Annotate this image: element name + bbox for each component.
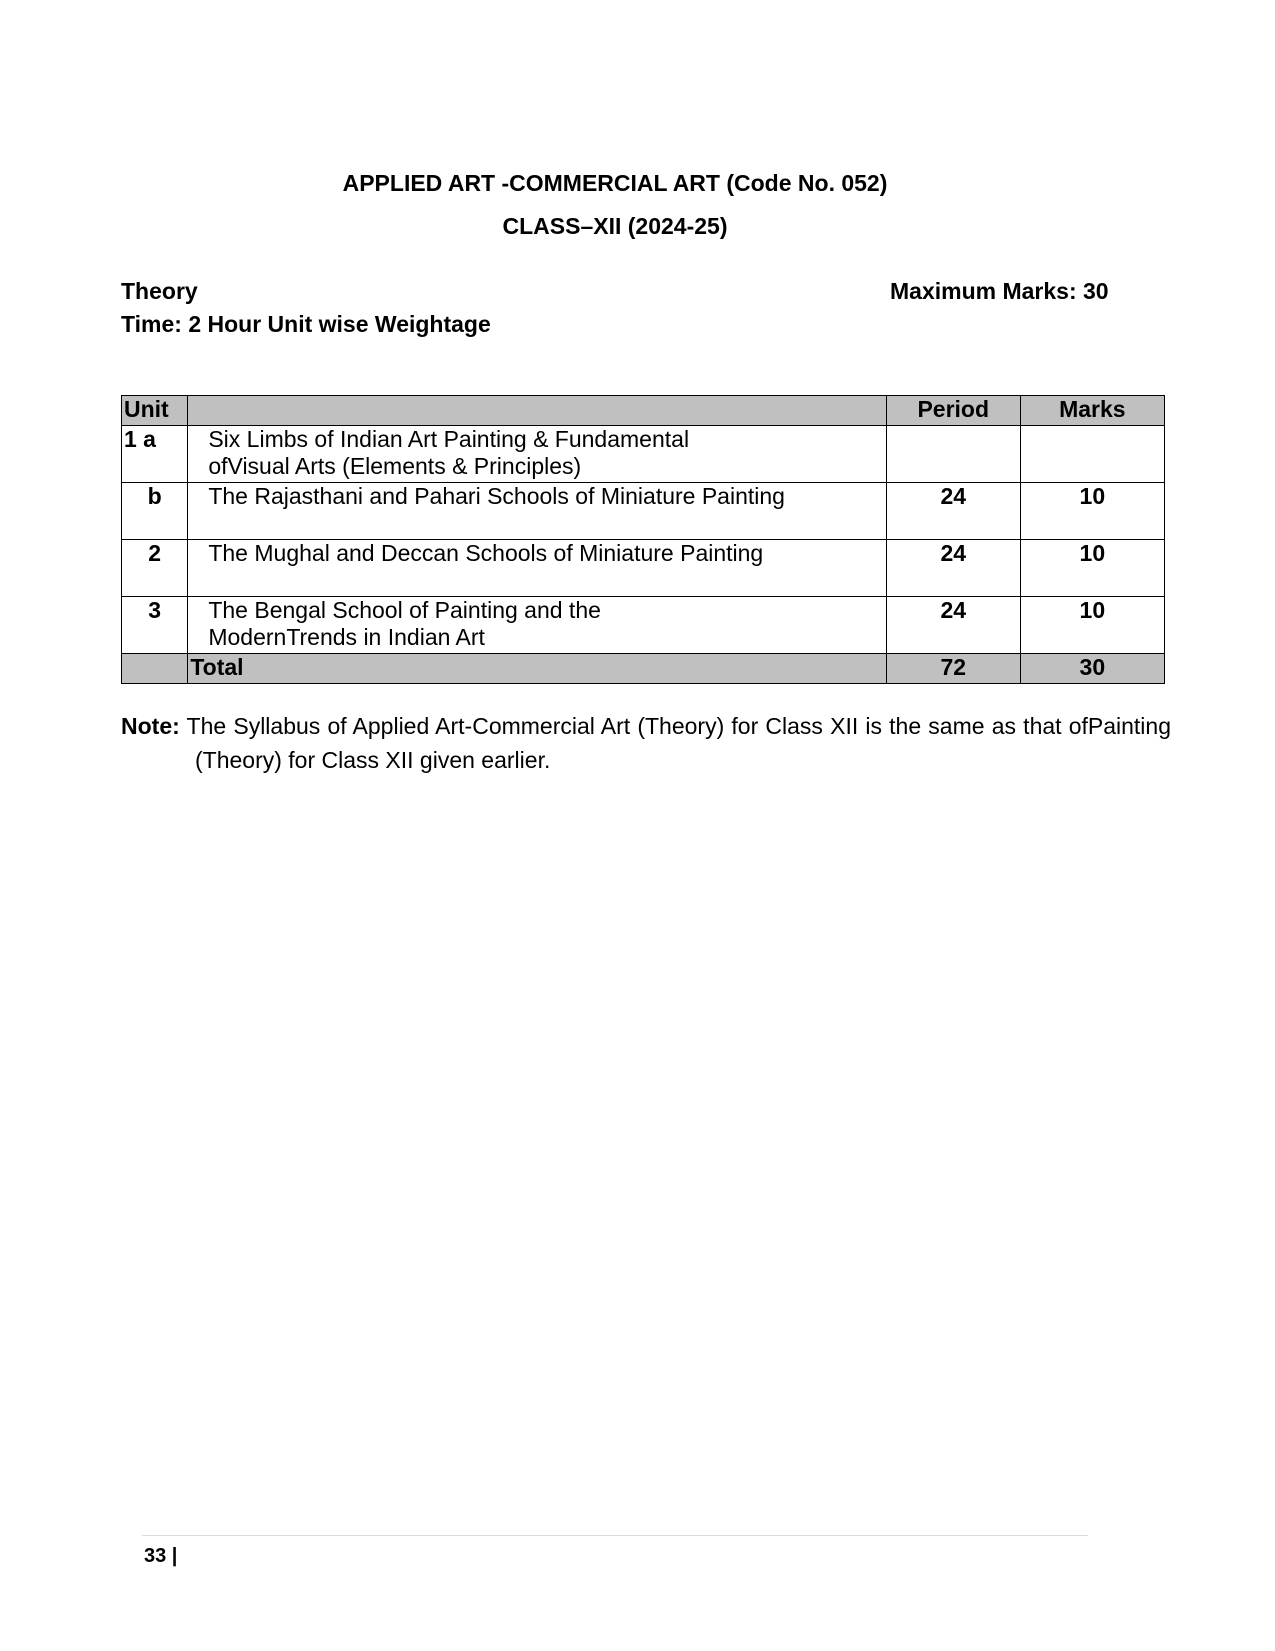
row-marks [1020,426,1164,483]
table-row [122,597,1165,654]
table-total-row [122,654,1165,684]
unit-weightage-table [121,395,1165,684]
footer-divider [142,1535,1088,1536]
row-unit: 2 [122,540,188,597]
theory-label: Theory [121,278,198,304]
row-topic-line: Six Limbs of Indian Art Painting & Fundamental [208,426,690,452]
row-period: 24 [886,540,1020,597]
time-weightage: Time: 2 Hour Unit wise Weightage [121,311,491,337]
row-topic-line: The Mughal and Deccan Schools of Miniature Painting [208,540,764,566]
table-row [122,483,1165,540]
row-topic [188,483,886,540]
total-label: Total [188,654,886,684]
note-text: The Syllabus of Applied Art-Commercial Art (Theory) for Class XII is the same as that ofPainting (Theory) for Class XII given earlier. [186,713,1172,773]
row-topic-line: ofVisual Arts (Elements & Principles) [208,453,582,479]
row-topic-line: ModernTrends in Indian Art [208,624,485,650]
total-period: 72 [886,654,1020,684]
document-title: APPLIED ART -COMMERCIAL ART (Code No. 052) [342,170,888,196]
header-topic [188,396,886,426]
row-period: 24 [886,483,1020,540]
total-marks: 30 [1020,654,1164,684]
table-header-row [122,396,1165,426]
note-body [121,709,1171,777]
row-marks: 10 [1020,597,1164,654]
row-topic-line: The Bengal School of Painting and the [208,597,601,623]
class-subtitle: CLASS–XII (2024-25) [502,213,728,239]
page-number: 33 | [144,1545,178,1567]
row-unit: b [122,483,188,540]
header-unit: Unit [122,396,188,426]
syllabus-note [121,709,1171,777]
row-topic-line: The Rajasthani and Pahari Schools of Miniature Painting [208,483,785,509]
header-period: Period [886,396,1020,426]
row-period: 24 [886,597,1020,654]
note-label: Note: [121,713,180,739]
total-unit-cell [122,654,188,684]
table-row [122,426,1165,483]
row-marks: 10 [1020,483,1164,540]
row-topic [188,597,886,654]
row-unit: 1 a [122,426,188,483]
maximum-marks: Maximum Marks: 30 [890,278,1109,304]
row-unit: 3 [122,597,188,654]
row-marks: 10 [1020,540,1164,597]
row-topic [188,426,886,483]
table-row [122,540,1165,597]
row-topic [188,540,886,597]
header-marks: Marks [1020,396,1164,426]
row-period [886,426,1020,483]
